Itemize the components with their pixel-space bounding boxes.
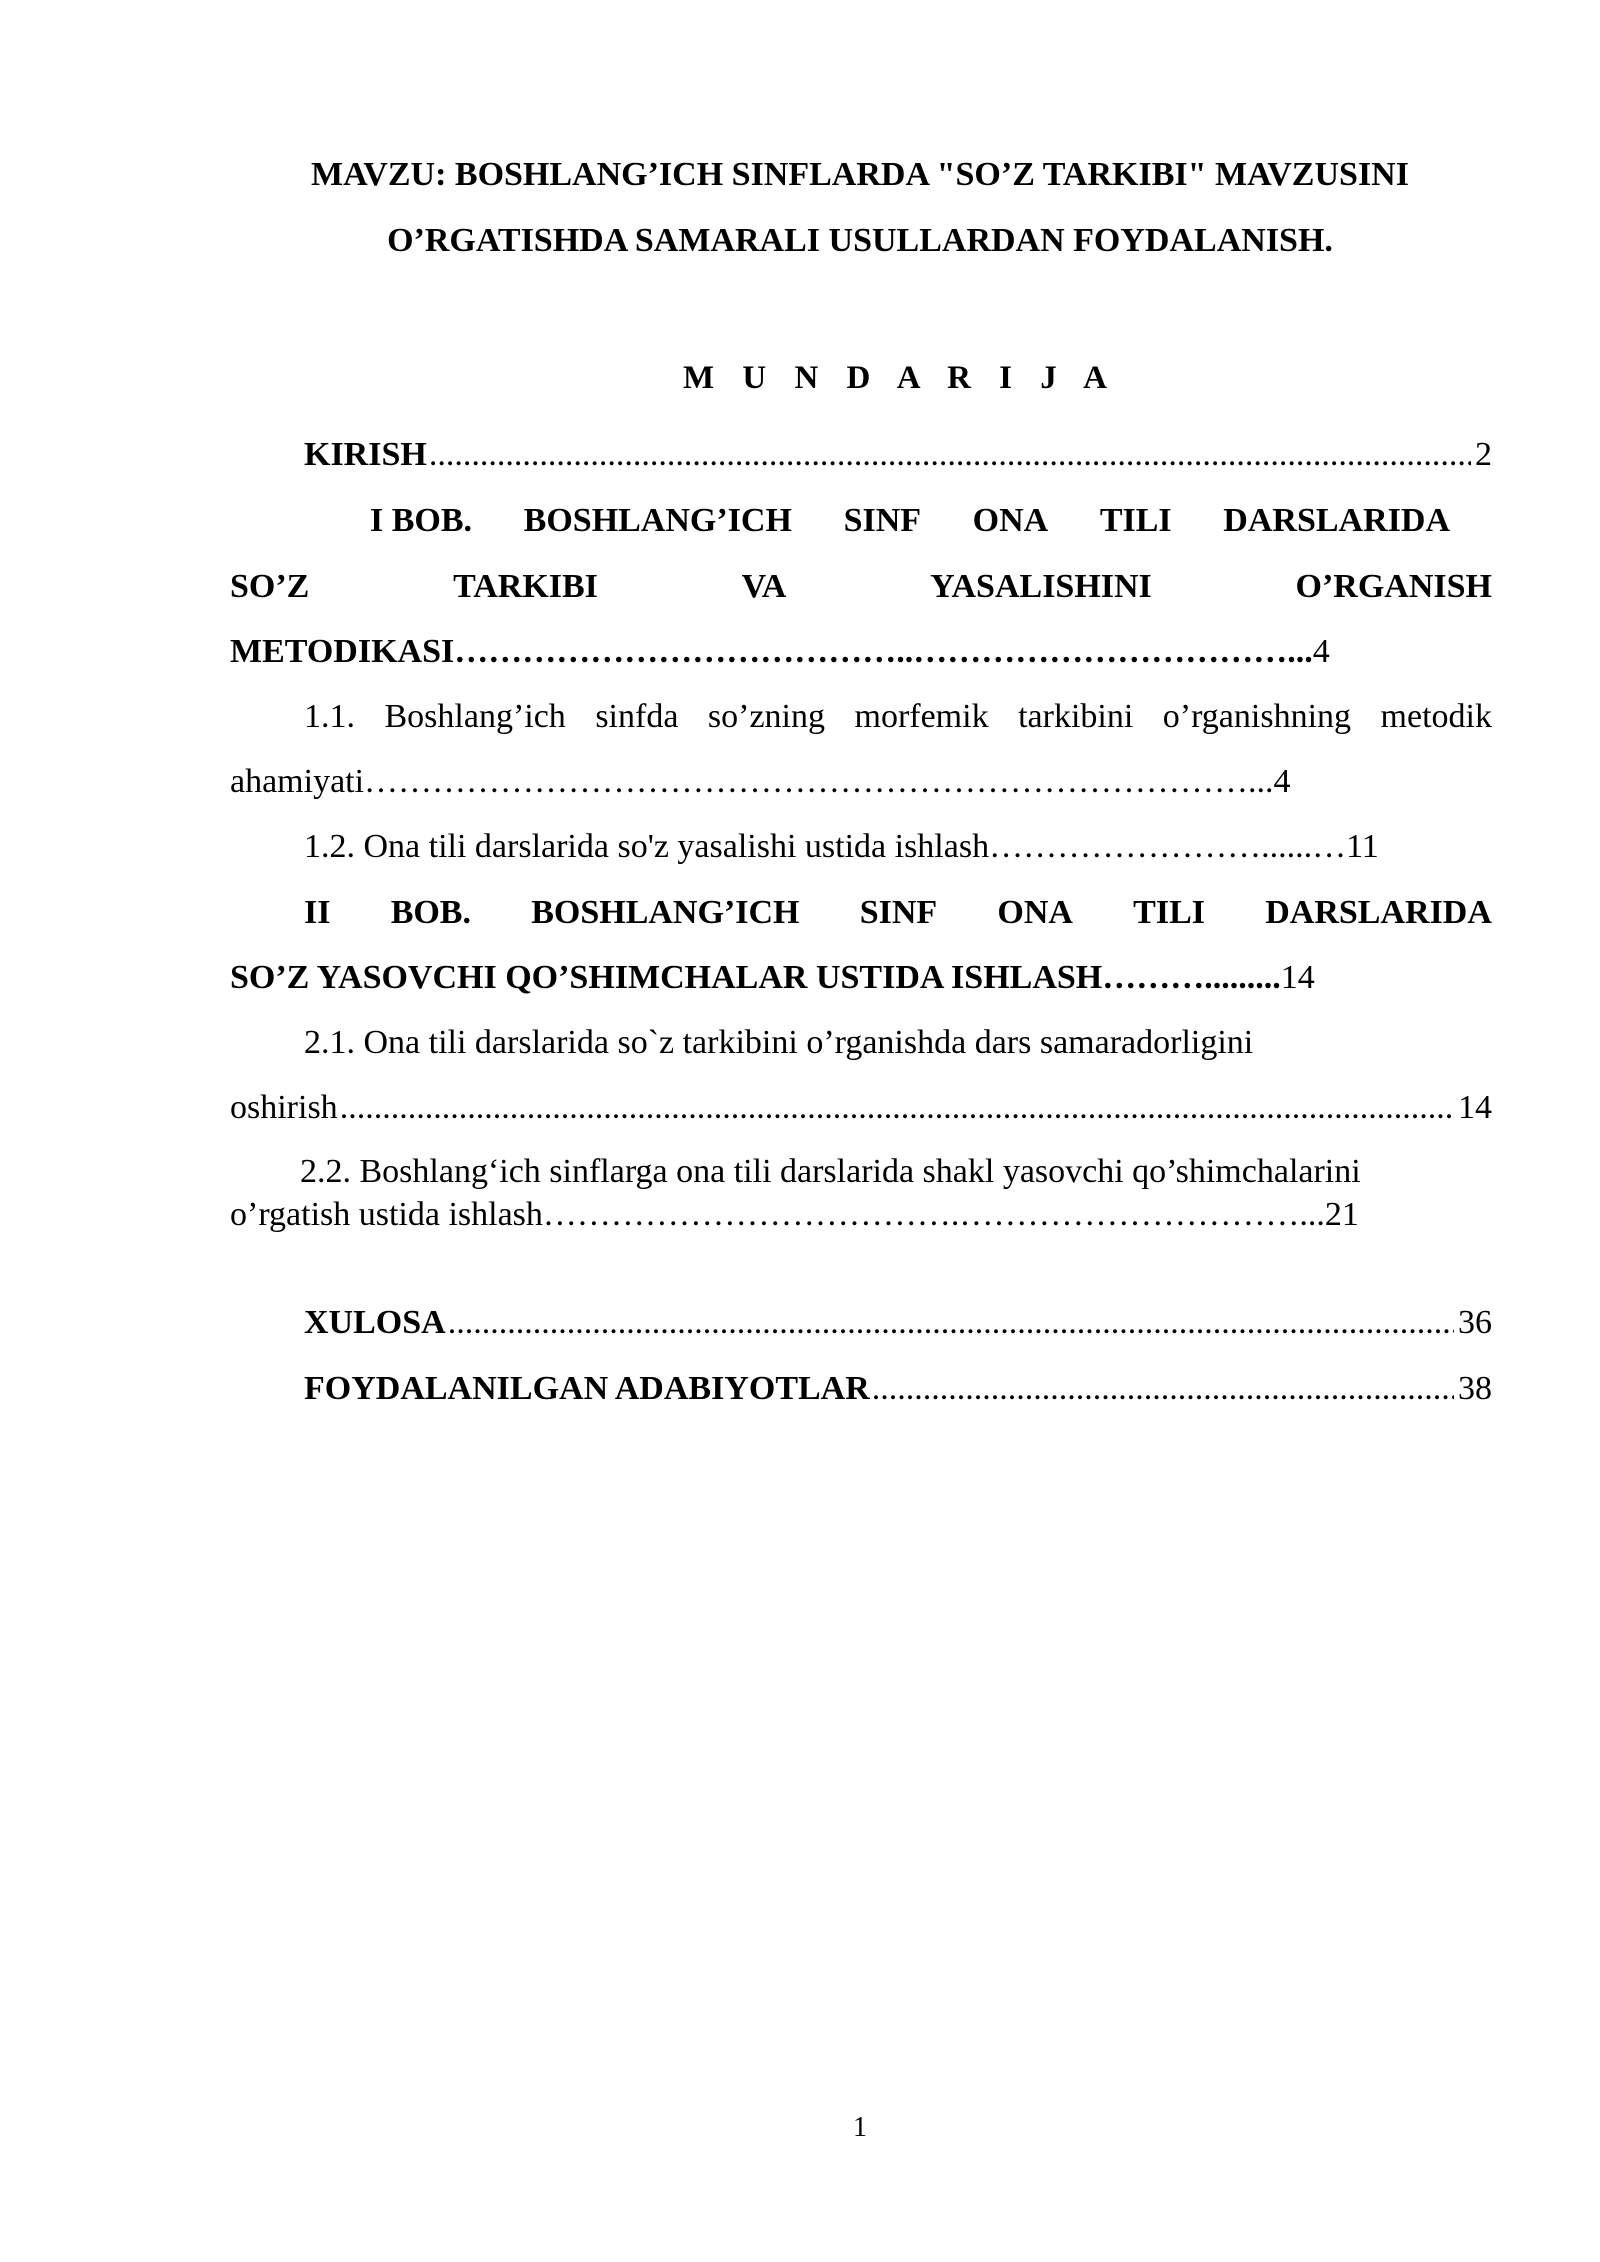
word: TILI	[1099, 502, 1172, 539]
toc-entry-label: FOYDALANILGAN ADABIYOTLAR	[304, 1370, 870, 1407]
word: TILI	[1133, 894, 1205, 931]
word: SINF	[859, 894, 938, 931]
word: TARKIBI	[453, 568, 598, 605]
toc-entry-label: SO’Z YASOVCHI QO’SHIMCHALAR USTIDA ISHLASH……….........	[230, 959, 1281, 996]
toc-entry-2-1-line2[interactable]	[230, 1088, 1492, 1128]
word: VA	[741, 568, 787, 605]
word: Boshlang’ich	[384, 698, 566, 735]
toc-entry-1-1-line2[interactable]: ahamiyati……………………………………………………………………...4	[230, 763, 1291, 800]
dot-leader	[338, 1088, 1454, 1128]
word: ONA	[997, 894, 1073, 931]
toc-entry-adabiyotlar[interactable]	[304, 1369, 1492, 1409]
toc-entry-page: 38	[1458, 1370, 1492, 1407]
page-number: 1	[853, 2112, 867, 2143]
toc-entry-2-1-line1[interactable]: 2.1. Ona tili darslarida so`z tarkibini o’rganishda dars samaradorligini	[304, 1024, 1254, 1061]
toc-entry-1-1-line1[interactable]	[304, 697, 1492, 737]
toc-entry-label: METODIKASI	[230, 633, 455, 670]
toc-entry-bob1-line1[interactable]	[370, 501, 1450, 541]
toc-entry-bob1-line3[interactable]	[230, 632, 1330, 672]
toc-entry-bob2-line1[interactable]	[304, 893, 1492, 933]
toc-entry-page: 2	[1475, 436, 1492, 473]
word: II	[304, 894, 331, 931]
word: BOSHLANG’ICH	[523, 502, 792, 539]
title-line-2: O’RGATISHDA SAMARALI USULLARDAN FOYDALANISH.	[387, 222, 1333, 259]
dot-leader	[427, 435, 1471, 475]
word: so’zning	[707, 698, 825, 735]
word: I BOB.	[370, 502, 473, 539]
toc-entry-label: XULOSA	[304, 1304, 446, 1341]
toc-entry-bob2-line2[interactable]	[230, 958, 1315, 998]
word: metodik	[1380, 698, 1492, 735]
dot-leader: …………………………………..……………………………...	[454, 633, 1313, 670]
toc-entry-xulosa[interactable]	[304, 1303, 1492, 1343]
word: O’RGANISH	[1295, 568, 1492, 605]
word: tarkibini	[1018, 698, 1134, 735]
word: BOSHLANG’ICH	[531, 894, 800, 931]
word: SINF	[843, 502, 922, 539]
word: BOB.	[390, 894, 471, 931]
toc-entry-1-2[interactable]: 1.2. Ona tili darslarida so'z yasalishi ustida ishlash……………………......…11	[304, 828, 1379, 865]
toc-heading: M U N D A R I J A	[682, 360, 1118, 396]
word: sinfda	[595, 698, 679, 735]
word: SO’Z	[230, 568, 310, 605]
toc-entry-label: KIRISH	[304, 436, 427, 473]
word: DARSLARIDA	[1223, 502, 1450, 539]
toc-entry-page: 14	[1458, 1089, 1492, 1126]
toc-entry-kirish[interactable]	[304, 435, 1492, 475]
dot-leader	[870, 1369, 1454, 1409]
toc-entry-label: oshirish	[230, 1089, 338, 1126]
word: ONA	[972, 502, 1049, 539]
dot-leader	[446, 1303, 1454, 1343]
toc-entry-page: 4	[1312, 633, 1330, 670]
toc-entry-2-2-line2[interactable]: o’rgatish ustida ishlash……………………………….…………………………...21	[230, 1196, 1359, 1233]
title-line-1: MAVZU: BOSHLANG’ICH SINFLARDA "SO’Z TARKIBI" MAVZUSINI	[311, 156, 1409, 193]
toc-entry-2-2-line1[interactable]: 2.2. Boshlang‘ich sinflarga ona tili darslarida shakl yasovchi qo’shimchalarini	[300, 1153, 1361, 1190]
word: o’rganishning	[1162, 698, 1352, 735]
toc-entry-page: 36	[1458, 1304, 1492, 1341]
toc-entry-bob1-line2[interactable]	[230, 567, 1492, 607]
word: 1.1.	[304, 698, 355, 735]
word: DARSLARIDA	[1265, 894, 1492, 931]
word: YASALISHINI	[930, 568, 1152, 605]
toc-entry-page: 14	[1280, 959, 1315, 996]
word: morfemik	[854, 698, 989, 735]
